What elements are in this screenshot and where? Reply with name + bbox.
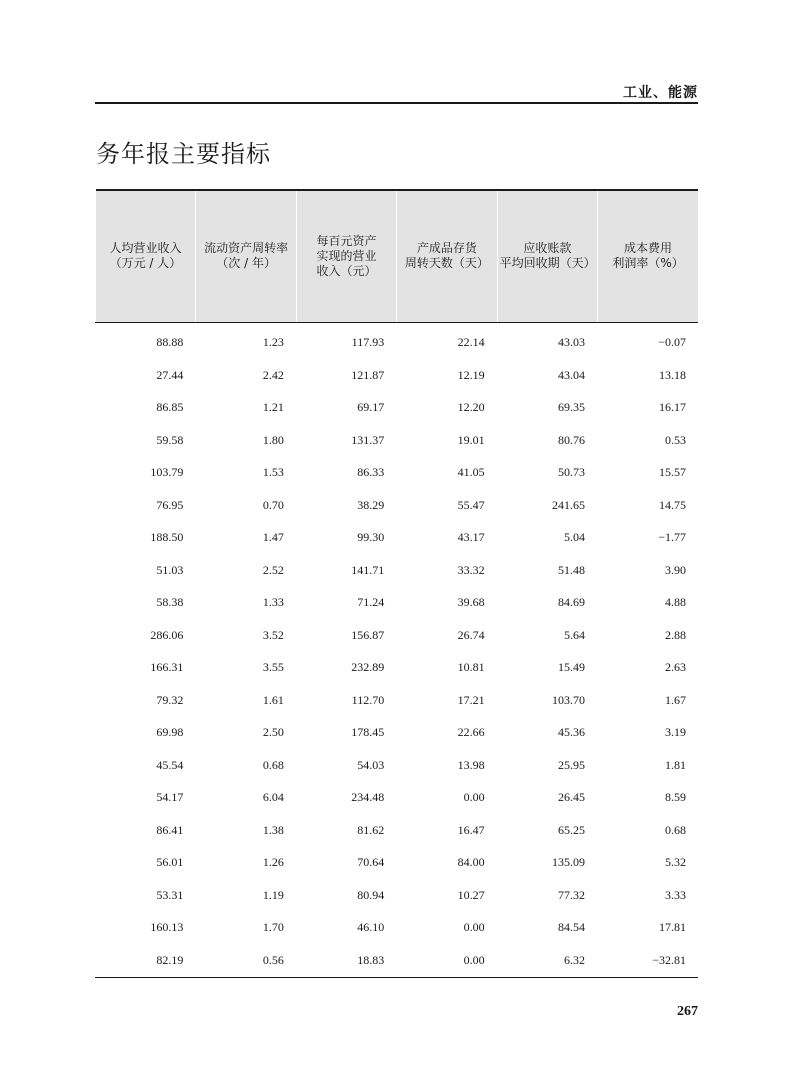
table-cell: 65.25 [497, 814, 597, 847]
table-row [96, 684, 699, 717]
table-cell: 117.93 [296, 322, 396, 359]
table-cell: 58.38 [96, 587, 196, 620]
header-row [96, 190, 699, 322]
table-cell: 43.04 [497, 359, 597, 392]
table-cell: 19.01 [397, 424, 497, 457]
table-cell: 160.13 [96, 912, 196, 945]
table-cell: 86.41 [96, 814, 196, 847]
table-body [96, 322, 699, 977]
table-row [96, 912, 699, 945]
table-cell: 286.06 [96, 619, 196, 652]
table-cell: 38.29 [296, 489, 396, 522]
table-cell: 103.70 [497, 684, 597, 717]
column-header [96, 190, 196, 322]
table-cell: 3.52 [196, 619, 296, 652]
indicator-table [95, 189, 698, 978]
table-cell: 1.47 [196, 522, 296, 555]
section-label: 工业、能源 [623, 85, 698, 101]
table-cell: 50.73 [497, 457, 597, 490]
table-cell: 3.19 [598, 717, 698, 750]
table-cell: 1.19 [196, 879, 296, 912]
table-cell: 6.32 [497, 944, 597, 977]
column-header [196, 190, 296, 322]
table-cell: 141.71 [296, 554, 396, 587]
table-cell: −32.81 [598, 944, 698, 977]
table-cell: 51.48 [497, 554, 597, 587]
table-cell: 14.75 [598, 489, 698, 522]
table-cell: 2.88 [598, 619, 698, 652]
table-cell: 54.17 [96, 782, 196, 815]
table-cell: 112.70 [296, 684, 396, 717]
table-cell: 22.14 [397, 322, 497, 359]
table-cell: 53.31 [96, 879, 196, 912]
table-cell: 16.17 [598, 392, 698, 425]
section-header [95, 80, 698, 104]
table-cell: 1.80 [196, 424, 296, 457]
table-cell: 41.05 [397, 457, 497, 490]
table-cell: 43.03 [497, 322, 597, 359]
page-number: 267 [677, 1004, 698, 1019]
table-cell: 26.45 [497, 782, 597, 815]
column-header [497, 190, 597, 322]
table-cell: 77.32 [497, 879, 597, 912]
table-cell: 84.69 [497, 587, 597, 620]
table-cell: 86.85 [96, 392, 196, 425]
column-header-line: 实现的营业 [316, 248, 377, 263]
table-row [96, 457, 699, 490]
table-cell: 5.32 [598, 847, 698, 880]
table-cell: 2.50 [196, 717, 296, 750]
table-cell: 2.63 [598, 652, 698, 685]
column-header-line: 平均回收期（天） [499, 256, 596, 271]
table-cell: 0.68 [598, 814, 698, 847]
table-cell: 81.62 [296, 814, 396, 847]
table-row [96, 814, 699, 847]
table-cell: 27.44 [96, 359, 196, 392]
table-cell: 234.48 [296, 782, 396, 815]
table-cell: 99.30 [296, 522, 396, 555]
table-cell: 39.68 [397, 587, 497, 620]
table-row [96, 554, 699, 587]
table-cell: 56.01 [96, 847, 196, 880]
table-cell: 43.17 [397, 522, 497, 555]
table-row [96, 522, 699, 555]
table-cell: 25.95 [497, 749, 597, 782]
table-cell: 69.17 [296, 392, 396, 425]
table-row [96, 619, 699, 652]
table-row [96, 587, 699, 620]
table-cell: 232.89 [296, 652, 396, 685]
table-cell: 17.21 [397, 684, 497, 717]
table-cell: 55.47 [397, 489, 497, 522]
table-row [96, 359, 699, 392]
table-cell: 135.09 [497, 847, 597, 880]
table-cell: 0.70 [196, 489, 296, 522]
table-cell: 6.04 [196, 782, 296, 815]
table-cell: 76.95 [96, 489, 196, 522]
table-row [96, 782, 699, 815]
table-row [96, 749, 699, 782]
table-cell: 45.54 [96, 749, 196, 782]
table-cell: 12.19 [397, 359, 497, 392]
table-cell: 2.42 [196, 359, 296, 392]
table-cell: 156.87 [296, 619, 396, 652]
table-cell: 18.83 [296, 944, 396, 977]
table-cell: 13.98 [397, 749, 497, 782]
table-cell: 5.64 [497, 619, 597, 652]
table-cell: 26.74 [397, 619, 497, 652]
table-row [96, 322, 699, 359]
table-cell: 4.88 [598, 587, 698, 620]
table-row [96, 717, 699, 750]
table-cell: 79.32 [96, 684, 196, 717]
table-cell: 131.37 [296, 424, 396, 457]
table-cell: −0.07 [598, 322, 698, 359]
table-cell: 82.19 [96, 944, 196, 977]
table-row [96, 489, 699, 522]
table-cell: 1.53 [196, 457, 296, 490]
table-cell: 10.81 [397, 652, 497, 685]
table-cell: 2.52 [196, 554, 296, 587]
table-cell: 121.87 [296, 359, 396, 392]
table-cell: 84.54 [497, 912, 597, 945]
column-header-line: 每百元资产 [316, 233, 377, 248]
table-header [96, 190, 699, 322]
page-title: 务年报主要指标 [96, 140, 271, 168]
table-cell: 69.35 [497, 392, 597, 425]
table-cell: 3.55 [196, 652, 296, 685]
table-cell: 188.50 [96, 522, 196, 555]
table-cell: 59.58 [96, 424, 196, 457]
table-cell: 0.68 [196, 749, 296, 782]
column-header-line: 产成品存货 [416, 241, 477, 256]
column-header-line: （万元 / 人） [109, 256, 182, 271]
table-cell: 45.36 [497, 717, 597, 750]
table-cell: 84.00 [397, 847, 497, 880]
table-cell: 8.59 [598, 782, 698, 815]
table-cell: 51.03 [96, 554, 196, 587]
table-cell: 1.26 [196, 847, 296, 880]
table-cell: 69.98 [96, 717, 196, 750]
table-cell: 5.04 [497, 522, 597, 555]
table-cell: 103.79 [96, 457, 196, 490]
table-cell: 241.65 [497, 489, 597, 522]
column-header-line: 人均营业收入 [109, 241, 182, 256]
column-header-line: 流动资产周转率 [204, 241, 289, 256]
table-cell: 3.90 [598, 554, 698, 587]
table-cell: 0.56 [196, 944, 296, 977]
column-header [397, 190, 497, 322]
table-cell: 0.00 [397, 912, 497, 945]
column-header-line: 周转天数（天） [404, 256, 489, 271]
table-cell: 16.47 [397, 814, 497, 847]
table-cell: 80.94 [296, 879, 396, 912]
table-cell: 1.33 [196, 587, 296, 620]
table-cell: 3.33 [598, 879, 698, 912]
table-row [96, 847, 699, 880]
table-cell: 0.53 [598, 424, 698, 457]
table-cell: 15.57 [598, 457, 698, 490]
table-cell: 17.81 [598, 912, 698, 945]
table-row [96, 944, 699, 977]
table-cell: 0.00 [397, 944, 497, 977]
table-cell: 22.66 [397, 717, 497, 750]
table-row [96, 392, 699, 425]
column-header-line: 利润率（%） [612, 256, 684, 271]
table-cell: 13.18 [598, 359, 698, 392]
table-row [96, 879, 699, 912]
table-cell: 1.70 [196, 912, 296, 945]
table-row [96, 424, 699, 457]
table-cell: 86.33 [296, 457, 396, 490]
table-cell: 1.61 [196, 684, 296, 717]
table-cell: 12.20 [397, 392, 497, 425]
table-cell: 166.31 [96, 652, 196, 685]
table-row [96, 652, 699, 685]
column-header-line: 收入（元） [316, 263, 377, 278]
column-header-line: 应收账款 [523, 241, 572, 256]
table-cell: 1.81 [598, 749, 698, 782]
table-cell: 15.49 [497, 652, 597, 685]
table-cell: 54.03 [296, 749, 396, 782]
indicator-table-container [95, 189, 698, 978]
column-header-line: （次 / 年） [216, 256, 276, 271]
table-cell: 46.10 [296, 912, 396, 945]
table-cell: −1.77 [598, 522, 698, 555]
table-cell: 0.00 [397, 782, 497, 815]
table-cell: 70.64 [296, 847, 396, 880]
table-cell: 1.67 [598, 684, 698, 717]
table-cell: 1.23 [196, 322, 296, 359]
table-cell: 178.45 [296, 717, 396, 750]
column-header-line: 成本费用 [624, 241, 673, 256]
table-cell: 1.21 [196, 392, 296, 425]
table-cell: 80.76 [497, 424, 597, 457]
column-header [598, 190, 698, 322]
table-cell: 71.24 [296, 587, 396, 620]
column-header [296, 190, 396, 322]
table-cell: 10.27 [397, 879, 497, 912]
table-cell: 1.38 [196, 814, 296, 847]
table-cell: 33.32 [397, 554, 497, 587]
table-cell: 88.88 [96, 322, 196, 359]
